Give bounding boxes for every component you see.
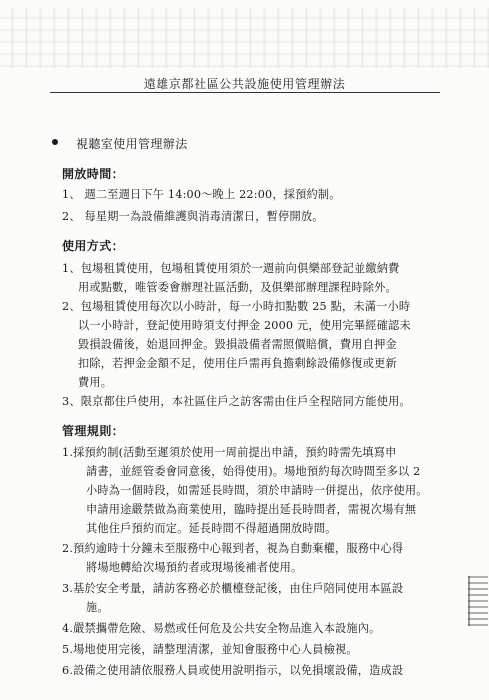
rules-item-6-line-1: 6.設備之使用請依服務人員或使用說明指示，以免損壞設備，造成設: [62, 664, 404, 677]
usage-heading: 使用方式：: [62, 239, 125, 253]
rules-item-3-line-2: 施。: [86, 601, 109, 614]
open-hours-item-2: 2、 每星期一為設備維護與消毒清潔日，暫停開放。: [62, 210, 324, 223]
side-stamp-mark: [468, 576, 488, 626]
usage-item-1-line-1: 1、包場租賃使用，包場租賃使用須於一週前向俱樂部登記並繳納費: [62, 262, 400, 275]
rules-heading: 管理規則：: [62, 424, 125, 438]
rules-item-3-line-1: 3.基於安全考量，請訪客務必於櫃檯登記後，由住戶陪同使用本區設: [62, 582, 404, 595]
usage-item-1-line-2: 用或點數，唯管委會辦理社區活動，及俱樂部辦理課程時除外。: [78, 281, 397, 294]
header-rule: [50, 92, 440, 93]
rules-item-2-line-1: 2.預約逾時十分鐘未至服務中心報到者，視為自動棄權，服務中心得: [62, 542, 404, 555]
usage-item-2-line-5: 費用。: [78, 376, 113, 389]
rules-item-1-line-1: 1.採預約制(活動至遲須於使用一周前提出申請，預約時需先填寫申: [62, 446, 397, 459]
rules-item-1-line-3: 小時為一個時段，如需延長時間，須於申請時一併提出，依序使用。: [86, 484, 428, 497]
usage-item-2-line-4: 扣除，若押金金額不足，使用住戶需再負擔剩餘設備修復或更新: [78, 357, 397, 370]
document-title: 遠雄京都社區公共設施使用管理辦法: [143, 77, 346, 91]
document-header: [0, 73, 489, 92]
usage-item-3-line-1: 3、限京都住戶使用，本社區住戶之訪客需由住戶全程陪同方能使用。: [62, 395, 411, 408]
rules-item-1-line-4: 申請用途嚴禁做為商業使用，臨時提出延長時間者，需視次場有無: [86, 503, 417, 516]
section-title: [52, 135, 188, 152]
usage-item-2-line-2: 以一小時計，登記使用時須支付押金 2000 元，使用完畢經確認未: [78, 319, 411, 332]
rules-item-1-line-5: 其他住戶預約而定。延長時間不得超過開放時間。: [86, 522, 337, 535]
scan-noise: [0, 8, 489, 68]
open-hours-item-1: 1、 週二至週日下午 14:00～晚上 22:00，採預約制。: [62, 188, 341, 201]
rules-item-4-line-1: 4.嚴禁攜帶危險、易燃或任何危及公共安全物品進入本設施內。: [62, 622, 381, 635]
usage-item-2-line-3: 毀損設備後，始退回押金。毀損設備者需照價賠償，費用自押金: [78, 338, 397, 351]
open-hours-heading: 開放時間：: [62, 167, 125, 181]
usage-item-2-line-1: 2、包場租賃使用每次以小時計，每一小時扣點數 25 點，未滿一小時: [62, 300, 411, 313]
section-title-text: 視聽室使用管理辦法: [76, 137, 188, 151]
rules-item-2-line-2: 將場地轉給次場預約者或現場後補者使用。: [86, 561, 303, 574]
rules-item-5-line-1: 5.場地使用完後，請整理清潔，並知會服務中心人員檢視。: [62, 643, 358, 656]
rules-item-1-line-2: 請書，並經管委會同意後，始得使用)。場地預約每次時間至多以 2: [86, 465, 421, 478]
